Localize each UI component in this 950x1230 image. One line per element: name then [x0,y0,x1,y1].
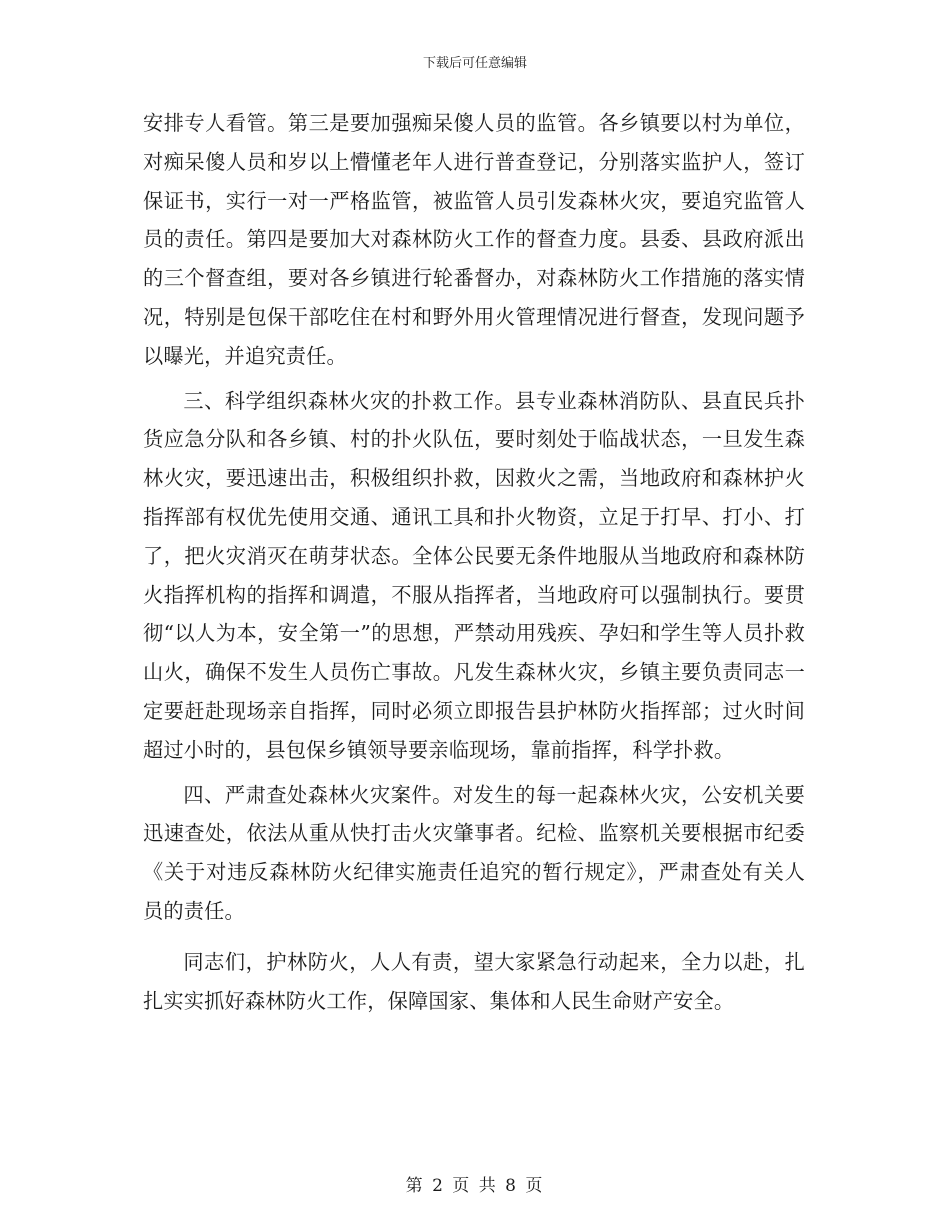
paragraph-section-four: 四、严肃查处森林火灾案件。对发生的每一起森林火灾，公安机关要迅速查处，依法从重从快打击火灾肇事者。纪检、监察机关要根据市纪委《关于对违反森林防火纪律实施责任追究的暂行规定》，严肃查处有关人员的责任。 [143,782,805,923]
page-number-footer: 第 2 页 共 8 页 [405,1176,545,1196]
paragraph-section-three: 三、科学组织森林火灾的扑救工作。县专业森林消防队、县直民兵扑货应急分队和各乡镇、村的扑火队伍，要时刻处于临战状态，一旦发生森林火灾，要迅速出击，积极组织扑救，因救火之需，当地政府和森林护火指挥部有权优先使用交通、通讯工具和扑火物资，立足于打早、打小、打了，把火灾消灭在萌芽状态。全体公民要无条件地服从当地政府和森林防火指挥机构的指挥和调遣，不服从指挥者，当地政府可以强制执行。要贯彻“以人为本，安全第一”的思想，严禁动用残疾、孕妇和学生等人员扑救山火，确保不发生人员伤亡事故。凡发生森林火灾，乡镇主要负责同志一定要赶赴现场亲自指挥，同时必须立即报告县护林防火指挥部；过火时间超过小时的，县包保乡镇领导要亲临现场，靠前指挥，科学扑救。 [143,388,805,762]
paragraph-continuation: 安排专人看管。第三是要加强痴呆傻人员的监管。各乡镇要以村为单位，对痴呆傻人员和岁以上懵懂老年人进行普查登记，分别落实监护人，签订保证书，实行一对一严格监管，被监管人员引发森林火灾，要追究监管人员的责任。第四是要加大对森林防火工作的督查力度。县委、县政府派出的三个督查组，要对各乡镇进行轮番督办，对森林防火工作措施的落实情况，特别是包保干部吃住在村和野外用火管理情况进行督查，发现问题予以曝光，并追究责任。 [143,111,805,368]
page-header: 下载后可任意编辑 [422,56,527,71]
document-body [143,104,805,1020]
paragraph-closing: 同志们，护林防火，人人有责，望大家紧急行动起来，全力以赴，扎扎实实抓好森林防火工作，保障国家、集体和人民生命财产安全。 [143,949,805,1013]
